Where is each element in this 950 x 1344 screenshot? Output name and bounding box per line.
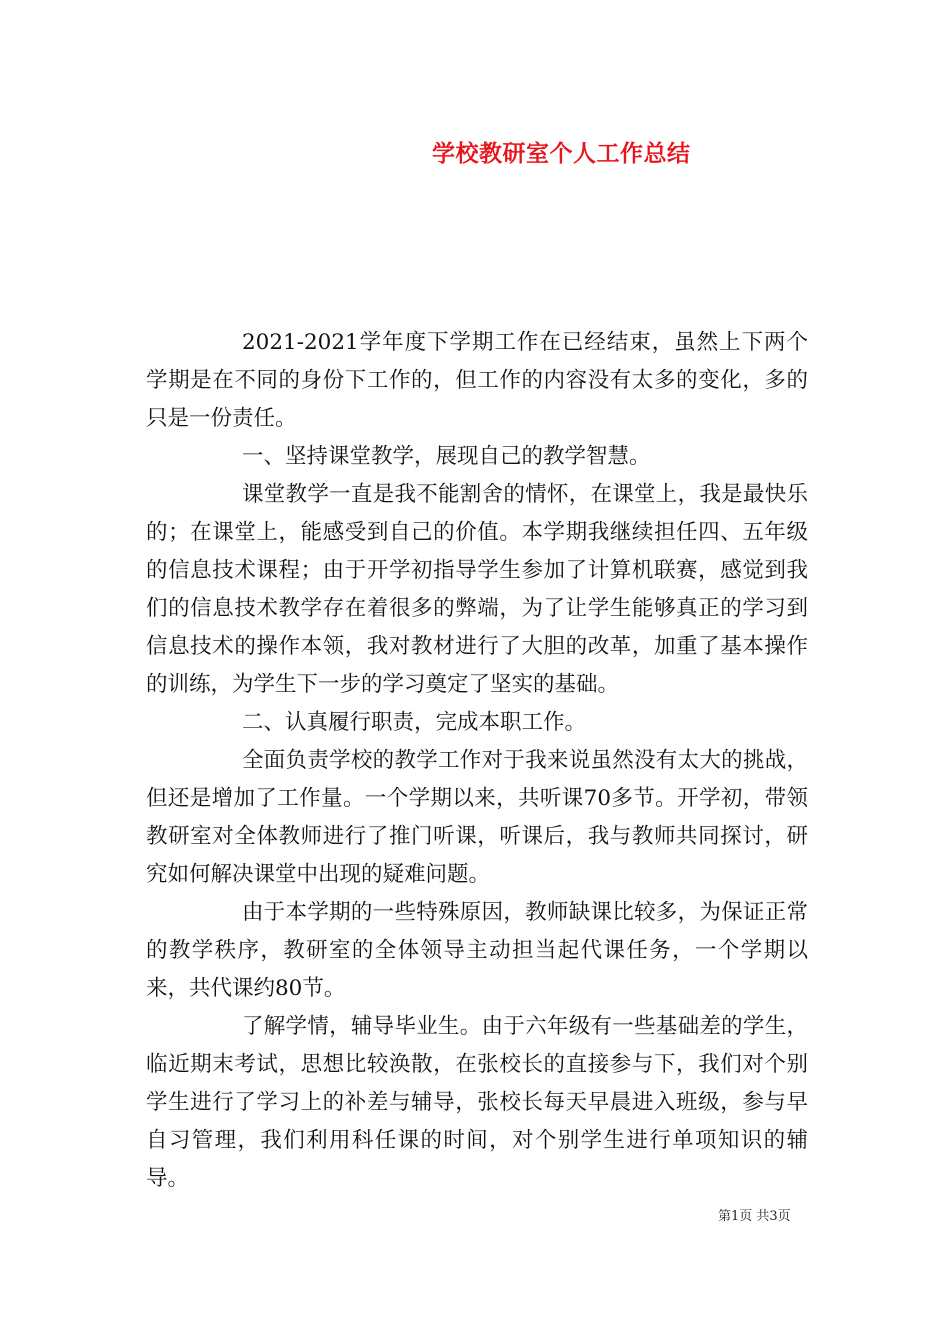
section-heading-2: 二、认真履行职责，完成本职工作。	[242, 710, 587, 735]
paragraph-teaching-work: 全面负责学校的教学工作对于我来说虽然没有太大的挑战，但还是增加了工作量。一个学期以来，共听课70多节。开学初，带领教研室对全体教师进行了推门听课，听课后，我与教师共同探讨，研究如何解决课堂中出现的疑难问题。	[146, 748, 808, 887]
paragraph-classroom-teaching: 课堂教学一直是我不能割舍的情怀，在课堂上，我是最快乐的；在课堂上，能感受到自己的价值。本学期我继续担任四、五年级的信息技术课程；由于开学初指导学生参加了计算机联赛，感觉到我们的信息技术教学存在着很多的弊端，为了让学生能够真正的学习到信息技术的操作本领，我对教材进行了大胆的改革，加重了基本操作的训练，为学生下一步的学习奠定了坚实的基础。	[146, 482, 808, 697]
paragraph-graduates: 了解学情，辅导毕业生。由于六年级有一些基础差的学生，临近期末考试，思想比较涣散，在张校长的直接参与下，我们对个别学生进行了学习上的补差与辅导，张校长每天早晨进入班级，参与早自习管理，我们利用科任课的时间，对个别学生进行单项知识的辅导。	[146, 1014, 808, 1191]
paragraph-intro: 2021-2021学年度下学期工作在已经结束，虽然上下两个学期是在不同的身份下工作的，但工作的内容没有太多的变化，多的只是一份责任。	[146, 330, 808, 431]
page-number-footer: 第1页 共3页	[718, 1209, 791, 1224]
document-title: 学校教研室个人工作总结	[432, 140, 691, 167]
section-heading-1: 一、坚持课堂教学，展现自己的教学智慧。	[242, 444, 651, 469]
paragraph-substitute-classes: 由于本学期的一些特殊原因，教师缺课比较多，为保证正常的教学秩序，教研室的全体领导主动担当起代课任务，一个学期以来，共代课约80节。	[146, 900, 808, 1001]
document-body	[146, 324, 808, 1198]
